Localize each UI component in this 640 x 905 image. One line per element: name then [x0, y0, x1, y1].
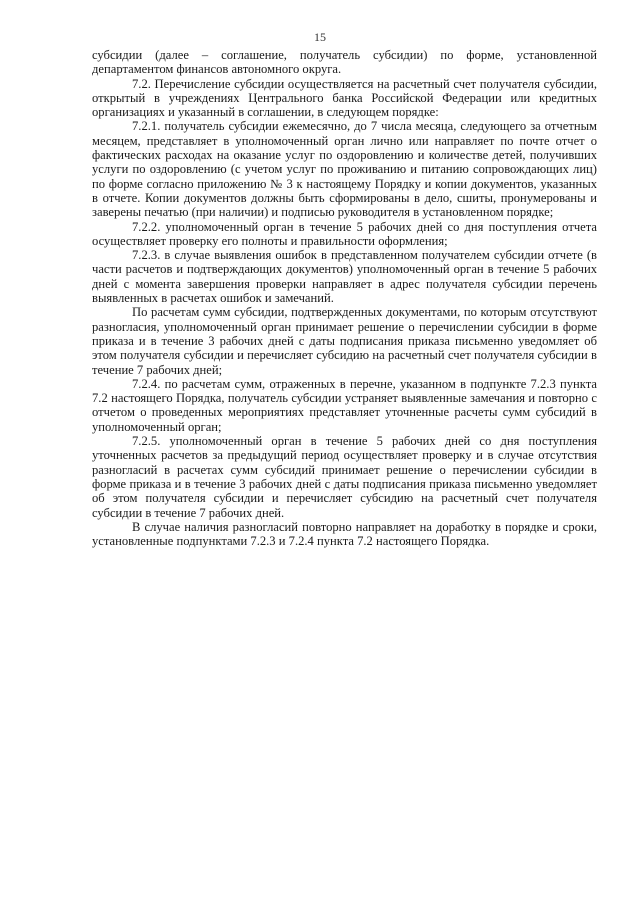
paragraph-7-2-2: 7.2.2. уполномоченный орган в течение 5 рабочих дней со дня поступления отчета осуществляет проверку его полноты и правильности оформления;: [92, 219, 597, 248]
paragraph-7-2-3: 7.2.3. в случае выявления ошибок в представленном получателем субсидии отчете (в части расчетов и подтверждающих документов) уполномоченный орган в течение 5 рабочих дней с момента завершения проверки направляет в адрес получателя субсидии перечень выявленных в расчетах ошибок и замечаний.: [92, 248, 597, 306]
paragraph-7-2-1: 7.2.1. получатель субсидии ежемесячно, до 7 числа месяца, следующего за отчетным месяцем, представляет в уполномоченный орган лично или направляет по почте отчет о фактических расходах на оказание услуг по оздоровлению и количестве детей, получивших услуги по оздоровлению (с учетом услуг по проживанию и питанию сопровождающих лиц) по форме согласно приложению № 3 к настоящему Порядку и копии документов, указанных в отчете. Копии документов должны быть сформированы в дело, сшиты, пронумерованы и заверены печатью (при наличии) и подписью руководителя в установленном порядке;: [92, 119, 597, 220]
paragraph-7-2: 7.2. Перечисление субсидии осуществляется на расчетный счет получателя субсидии, открытый в учреждениях Центрального банка Российской Федерации или кредитных организациях и указанный в соглашении, в следующем порядке:: [92, 76, 597, 120]
paragraph-calculations: По расчетам сумм субсидии, подтвержденных документами, по которым отсутствуют разногласия, уполномоченный орган принимает решение о перечислении субсидии в форме приказа и в течение 3 рабочих дней с даты подписания приказа письменно уведомляет об этом получателя субсидии и перечисляет субсидию на расчетный счет получателя субсидии в течение 7 рабочих дней;: [92, 305, 597, 377]
document-body: [92, 48, 597, 548]
paragraph-continuation: субсидии (далее – соглашение, получатель субсидии) по форме, установленной департаментом финансов автономного округа.: [92, 48, 597, 77]
paragraph-7-2-4: 7.2.4. по расчетам сумм, отраженных в перечне, указанном в подпункте 7.2.3 пункта 7.2 настоящего Порядка, получатель субсидии устраняет выявленные замечания и повторно с отчетом о проведенных мероприятиях представляет уточненные расчеты сумм субсидий в уполномоченный орган;: [92, 376, 597, 434]
paragraph-7-2-5: 7.2.5. уполномоченный орган в течение 5 рабочих дней со дня поступления уточненных расчетов за предыдущий период осуществляет проверку и в случае отсутствия разногласий в расчетах сумм субсидий принимает решение о перечислении субсидии в форме приказа и в течение 3 рабочих дней с даты подписания приказа письменно уведомляет об этом получателя субсидии и перечисляет субсидию на расчетный счет получателя субсидии в течение 7 рабочих дней.: [92, 434, 597, 520]
page-number: 15: [314, 30, 326, 44]
paragraph-disagreements: В случае наличия разногласий повторно направляет на доработку в порядке и сроки, установленные подпунктами 7.2.3 и 7.2.4 пункта 7.2 настоящего Порядка.: [92, 519, 597, 549]
